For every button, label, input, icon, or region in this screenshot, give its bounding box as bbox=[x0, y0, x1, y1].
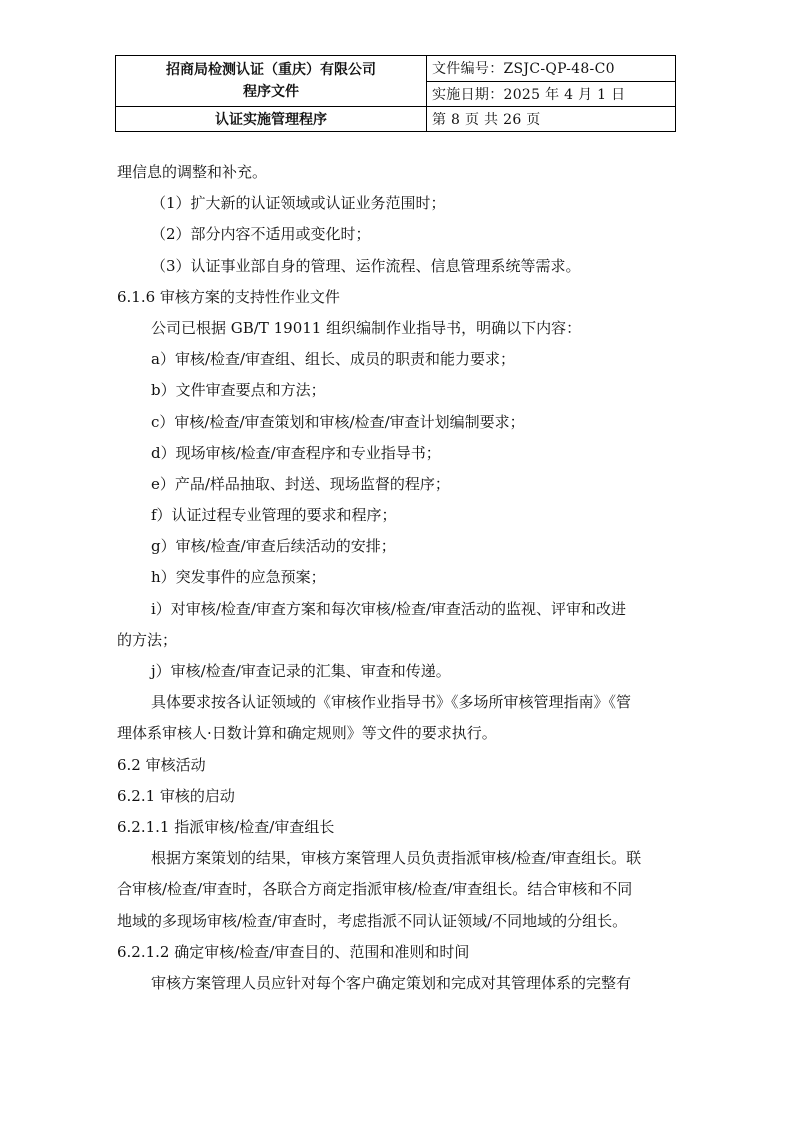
section-heading-6-1-6: 6.1.6 审核方案的支持性作业文件 bbox=[117, 287, 340, 306]
implementation-date: 实施日期：2025 年 4 月 1 日 bbox=[427, 81, 676, 107]
list-item: d）现场审核/检查/审查程序和专业指导书； bbox=[151, 443, 441, 462]
list-item: （1）扩大新的认证领域或认证业务范围时； bbox=[151, 194, 446, 213]
list-item: h）突发事件的应急预案； bbox=[151, 568, 326, 587]
section-heading-6-2-1-2: 6.2.1.2 确定审核/检查/审查目的、范围和准则和时间 bbox=[117, 942, 470, 961]
section-heading-6-2-1: 6.2.1 审核的启动 bbox=[117, 786, 235, 805]
procedure-title: 认证实施管理程序 bbox=[116, 107, 427, 132]
paragraph: 公司已根据 GB/T 19011 组织编制作业指导书，明确以下内容： bbox=[151, 318, 582, 337]
list-item: g）审核/检查/审查后续活动的安排； bbox=[151, 537, 396, 556]
document-type: 程序文件 bbox=[243, 84, 299, 100]
paragraph-continuation: 地域的多现场审核/检查/审查时，考虑指派不同认证领域/不同地域的分组长。 bbox=[117, 911, 628, 930]
document-header-table bbox=[115, 55, 676, 132]
section-heading-6-2-1-1: 6.2.1.1 指派审核/检查/审查组长 bbox=[117, 817, 335, 836]
list-item-continuation: 的方法； bbox=[117, 630, 178, 649]
document-number: 文件编号：ZSJC-QP-48-C0 bbox=[427, 56, 676, 82]
paragraph: 根据方案策划的结果，审核方案管理人员负责指派审核/检查/审查组长。联 bbox=[151, 849, 642, 868]
list-item: i）对审核/检查/审查方案和每次审核/检查/审查活动的监视、评审和改进 bbox=[151, 599, 627, 618]
company-name: 招商局检测认证（重庆）有限公司 bbox=[166, 62, 376, 78]
list-item: （2）部分内容不适用或变化时； bbox=[151, 225, 371, 244]
paragraph: 具体要求按各认证领域的《审核作业指导书》《多场所审核管理指南》《管 bbox=[151, 693, 632, 712]
list-item: f）认证过程专业管理的要求和程序； bbox=[151, 506, 397, 525]
list-item: e）产品/样品抽取、封送、现场监督的程序； bbox=[151, 474, 450, 493]
paragraph-continuation: 理体系审核人·日数计算和确定规则》等文件的要求执行。 bbox=[117, 724, 497, 743]
list-item: b）文件审查要点和方法； bbox=[151, 381, 326, 400]
company-cell bbox=[116, 56, 427, 107]
paragraph: 理信息的调整和补充。 bbox=[117, 163, 268, 181]
paragraph: 审核方案管理人员应针对每个客户确定策划和完成对其管理体系的完整有 bbox=[151, 973, 632, 992]
page-number: 第 8 页 共 26 页 bbox=[427, 107, 676, 132]
list-item: c）审核/检查/审查策划和审核/检查/审查计划编制要求； bbox=[151, 412, 525, 431]
section-heading-6-2: 6.2 审核活动 bbox=[117, 755, 206, 774]
list-item: （3）认证事业部自身的管理、运作流程、信息管理系统等需求。 bbox=[151, 256, 581, 275]
document-body bbox=[117, 157, 662, 999]
list-item: j）审核/检查/审查记录的汇集、审查和传递。 bbox=[151, 662, 451, 680]
paragraph-continuation: 合审核/检查/审查时，各联合方商定指派审核/检查/审查组长。结合审核和不同 bbox=[117, 880, 633, 899]
list-item: a）审核/检查/审查组、组长、成员的职责和能力要求； bbox=[151, 350, 516, 369]
